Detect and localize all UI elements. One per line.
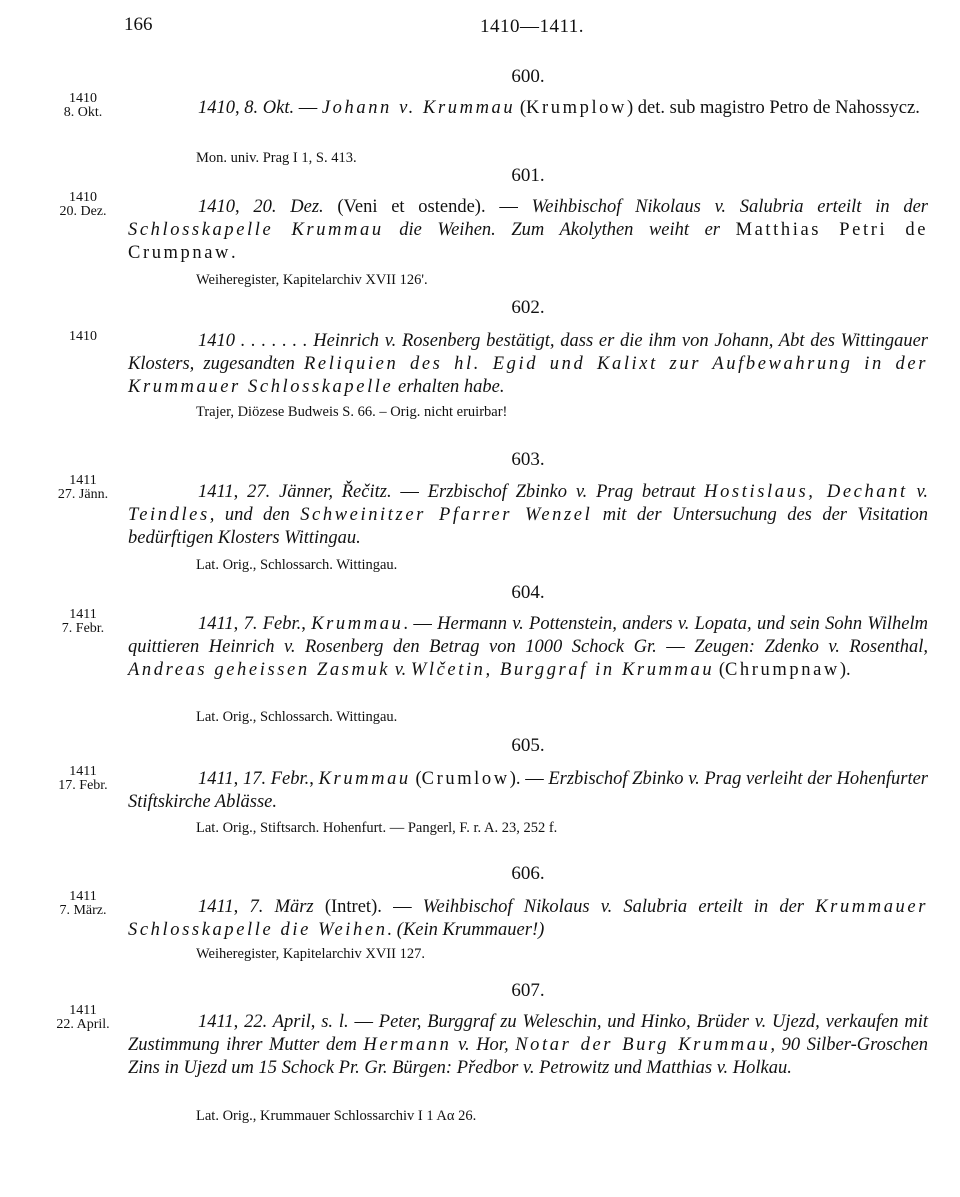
text-run: — [391, 482, 428, 502]
entry-text [128, 330, 928, 399]
text-run: Hostislaus, Dechant [704, 482, 908, 502]
text-run: Krummauer Schlosskapelle die Weihen [128, 897, 929, 940]
entry-text [128, 1011, 928, 1080]
text-run: Weihbischof Nikolaus v. Salubria erteilt in der [531, 197, 928, 217]
text-run: , [233, 614, 244, 634]
text-run: , [301, 614, 312, 634]
text-run: Andreas geheissen Zasmuk [128, 660, 391, 680]
entry-text [128, 481, 928, 550]
margin-date: 1411 22. April. [56, 1003, 110, 1032]
entry-text [128, 196, 928, 265]
text-run: Teindles [128, 505, 210, 525]
text-run: s. l. [321, 1012, 349, 1032]
text-run: v. [390, 660, 411, 680]
text-run: 1411 [198, 1012, 234, 1032]
text-run: Reliquien des hl. Egid und Kalixt zur Aufbewahrung in der Krummauer Schlosskapelle [128, 354, 929, 397]
text-run: 7. Febr. [243, 614, 302, 634]
entry-number: 605. [511, 735, 545, 756]
text-run: ( [515, 98, 527, 118]
text-run: v. [907, 482, 929, 502]
margin-date: 1410 [69, 329, 97, 344]
text-run: — [294, 98, 322, 118]
text-run: Hermann [363, 1035, 452, 1055]
text-run: , 90 Silber-Groschen Zins in Ujezd um 15 Schock Pr. Gr. Bürgen: Předbor v. Petrowitz und Matthias v. Holkau. [128, 1035, 928, 1078]
page-number: 166 [124, 14, 153, 35]
margin-date: 1411 17. Febr. [58, 764, 108, 793]
text-run: 7. März [249, 897, 314, 917]
text-run: Schweinitzer Pfarrer Wenzel [300, 505, 593, 525]
text-run: Crumlow [421, 769, 510, 789]
text-run: . (Kein Krummauer!) [387, 920, 545, 940]
entry-number: 603. [511, 449, 545, 470]
text-run: 8. Okt. [244, 98, 295, 118]
text-run: , [233, 1012, 245, 1032]
text-run: , [235, 98, 245, 118]
text-run: Erzbischof Zbinko v. Prag betraut [427, 482, 705, 502]
text-run: Zeugen: Zdenko v. Rosenthal, [694, 637, 929, 657]
text-run: 1411 [198, 482, 234, 502]
text-run: ). [839, 660, 851, 680]
entry-source: Weiheregister, Kapitelarchiv XVII 126'. [196, 272, 428, 288]
text-run: 20. Dez. [253, 197, 324, 217]
text-run: , [310, 1012, 322, 1032]
entry-source: Mon. univ. Prag I 1, S. 413. [196, 150, 357, 166]
margin-date: 1411 27. Jänn. [57, 473, 109, 502]
text-run: Schlosskapelle Krummau [128, 220, 384, 240]
margin-date: 1410 8. Okt. [63, 91, 103, 120]
text-run: 1411 [198, 614, 234, 634]
text-run: ( [410, 769, 422, 789]
margin-date: 1411 7. März. [59, 889, 107, 918]
text-run: v. Hor, [451, 1035, 516, 1055]
entry-text [128, 613, 928, 682]
entry-number: 602. [511, 297, 545, 318]
entry-number: 600. [511, 66, 545, 87]
text-run: ) det. sub magistro Petro de Nahossycz. [627, 98, 920, 118]
entry-text [128, 896, 928, 942]
entry-source: Weiheregister, Kapitelarchiv XVII 127. [196, 946, 425, 962]
text-run: ( [714, 660, 725, 680]
text-run: 27. Jänner, Řečitz. [247, 482, 392, 502]
text-run: . [231, 243, 236, 263]
text-run: , [233, 769, 243, 789]
text-run: — [656, 637, 695, 657]
text-run: die Weihen. Zum Akolythen weiht er [383, 220, 736, 240]
text-run: Matthias Petri de Crumpnaw [128, 220, 929, 263]
margin-date: 1410 20. Dez. [59, 190, 107, 219]
entry-number: 607. [511, 980, 545, 1001]
text-run: Hermann v. Pottenstein, anders v. Lopata, und sein Sohn Wilhelm quittieren Heinrich v. Rosenberg den Betrag von 1000 Schock Gr. [128, 614, 929, 657]
text-run: ). — [509, 769, 549, 789]
text-run: 1411 [198, 897, 234, 917]
text-run: 1410 [198, 98, 235, 118]
text-run: Wlčetin, Burggraf in Krummau [410, 660, 715, 680]
entry-source: Lat. Orig., Schlossarch. Wittingau. [196, 709, 398, 725]
entry-source: Lat. Orig., Stiftsarch. Hohenfurt. — Pangerl, F. r. A. 23, 252 f. [196, 820, 558, 836]
text-run: Krummau [311, 614, 404, 634]
text-run: Krummau [318, 769, 411, 789]
text-run: 1411 [198, 769, 234, 789]
text-run: (Intret). — [313, 897, 423, 917]
entry-source: Trajer, Diözese Budweis S. 66. – Orig. nicht eruirbar! [196, 404, 508, 420]
text-run: Chrumpnaw [724, 660, 840, 680]
entry-text [128, 768, 928, 814]
text-run: . — [403, 614, 438, 634]
entry-number: 606. [511, 863, 545, 884]
text-run: erhalten habe. [393, 377, 505, 397]
text-run: , [233, 482, 248, 502]
margin-date: 1411 7. Febr. [61, 607, 105, 636]
entry-source: Lat. Orig., Krummauer Schlossarchiv I 1 Aα 26. [196, 1108, 477, 1124]
text-run: (Veni et ostende). — [323, 197, 532, 217]
text-run: , [233, 897, 250, 917]
text-run: 22. April [244, 1012, 311, 1032]
text-run: , [309, 769, 319, 789]
text-run: Erzbischof Zbinko v. Prag verleiht der Hohenfurter Stiftskirche Ablässe. [128, 769, 928, 812]
text-run: Notar der Burg Krummau [515, 1035, 771, 1055]
text-run: mit der Untersuchung des der Visitation bedürftigen Klosters Wittingau. [128, 505, 928, 548]
text-run: Weihbischof Nikolaus v. Salubria erteilt in der [422, 897, 816, 917]
text-run: Johann v. Krummau [321, 98, 516, 118]
text-run: Peter, Burggraf zu Weleschin, und Hinko, Brüder v. Ujezd, verkaufen mit Zustimmung ihrer Mutter dem [128, 1012, 929, 1055]
text-run: , [235, 197, 254, 217]
text-run: 1410 [198, 197, 235, 217]
text-run: 17. Febr. [242, 769, 310, 789]
entry-text [128, 97, 928, 120]
text-run: 1410 . . . . . . . Heinrich v. Rosenberg bestätigt, dass er die ihm von Johann, Abt des Wittingauer Klosters, zugesandten [128, 331, 928, 374]
text-run: , und den [209, 505, 301, 525]
entry-number: 601. [511, 165, 545, 186]
running-title: 1410—1411. [480, 16, 585, 37]
text-run: Krumplow [526, 98, 627, 118]
text-run: — [348, 1012, 379, 1032]
entry-source: Lat. Orig., Schlossarch. Wittingau. [196, 557, 398, 573]
entry-number: 604. [511, 582, 545, 603]
